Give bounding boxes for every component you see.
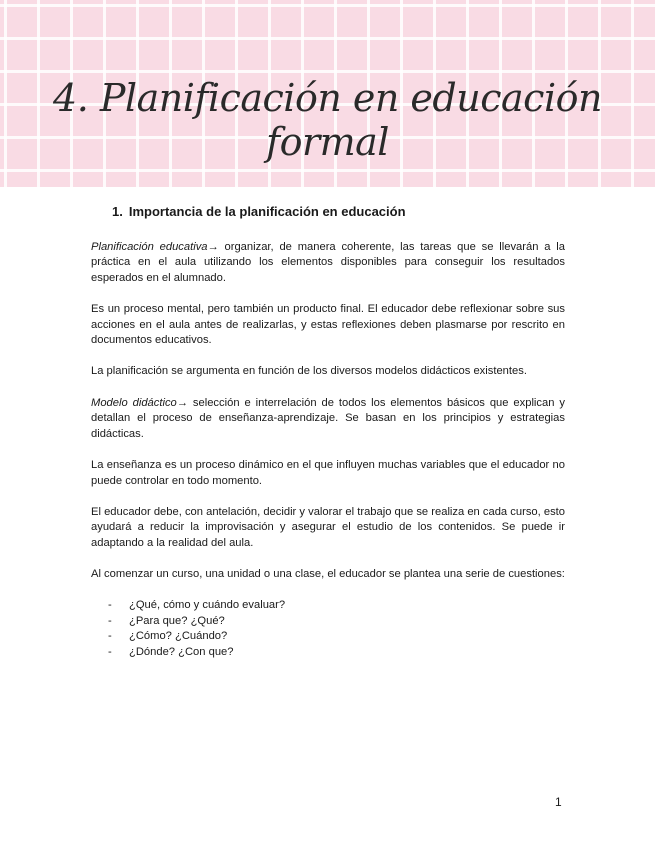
bullet-dash: - [108, 646, 112, 659]
list-item-text: ¿Para que? ¿Qué? [129, 614, 225, 627]
page-number: 1 [555, 795, 562, 809]
definition-planificacion: organizar, de manera coherente, las tareas que se llevarán a la práctica en el aula utilizando los elementos disponibles para conseguir los resultados esperados en el alumnado. [91, 240, 565, 284]
bullet-dash: - [108, 599, 112, 612]
definition-modelo-didactico: selección e interrelación de todos los elementos básicos que explican y detallan el proceso de enseñanza-aprendizaje. Se basan en los principios y estrategias didácticas. [91, 396, 565, 440]
section-heading [112, 204, 565, 220]
bullet-dash: - [108, 614, 112, 627]
paragraph-modelos: La planificación se argumenta en función de los diversos modelos didácticos existentes. [91, 365, 527, 378]
term-planificacion: Planificación educativa→ [91, 240, 219, 253]
list-item [91, 598, 565, 614]
list-item-text: ¿Qué, cómo y cuándo evaluar? [129, 599, 286, 612]
paragraph-modelo-didactico [91, 396, 565, 443]
paragraph-planificacion [91, 240, 565, 287]
bullet-dash: - [108, 630, 112, 643]
paragraph-cuestiones: Al comenzar un curso, una unidad o una clase, el educador se plantea una serie de cuestiones: [91, 568, 565, 581]
paragraph-ensenanza: La enseñanza es un proceso dinámico en el que influyen muchas variables que el educador no puede controlar en todo momento. [91, 458, 565, 487]
section-number: 1. [112, 204, 123, 219]
paragraph-educador: El educador debe, con antelación, decidir y valorar el trabajo que se realiza en cada curso, esto ayudará a reducir la improvisación y asegurar el estudio de los contenidos. Se puede ir adaptando a la realidad del aula. [91, 505, 565, 549]
paragraph-proceso-mental: Es un proceso mental, pero también un producto final. El educador debe reflexionar sobre sus acciones en el aula antes de realizarlas, y estas reflexiones deben plasmarse por rescrito en documentos educativos. [91, 302, 565, 347]
questions-list [91, 598, 565, 660]
list-item [91, 645, 565, 661]
document-body [91, 204, 565, 661]
term-modelo-didactico: Modelo didáctico→ [91, 396, 188, 409]
document-title: 4. Planificación en educación formal [53, 76, 602, 164]
section-title: Importancia de la planificación en educación [128, 204, 406, 219]
list-item [91, 629, 565, 645]
list-item [91, 614, 565, 630]
list-item-text: ¿Dónde? ¿Con que? [129, 646, 234, 659]
list-item-text: ¿Cómo? ¿Cuándo? [129, 630, 228, 643]
header-banner [0, 0, 655, 187]
